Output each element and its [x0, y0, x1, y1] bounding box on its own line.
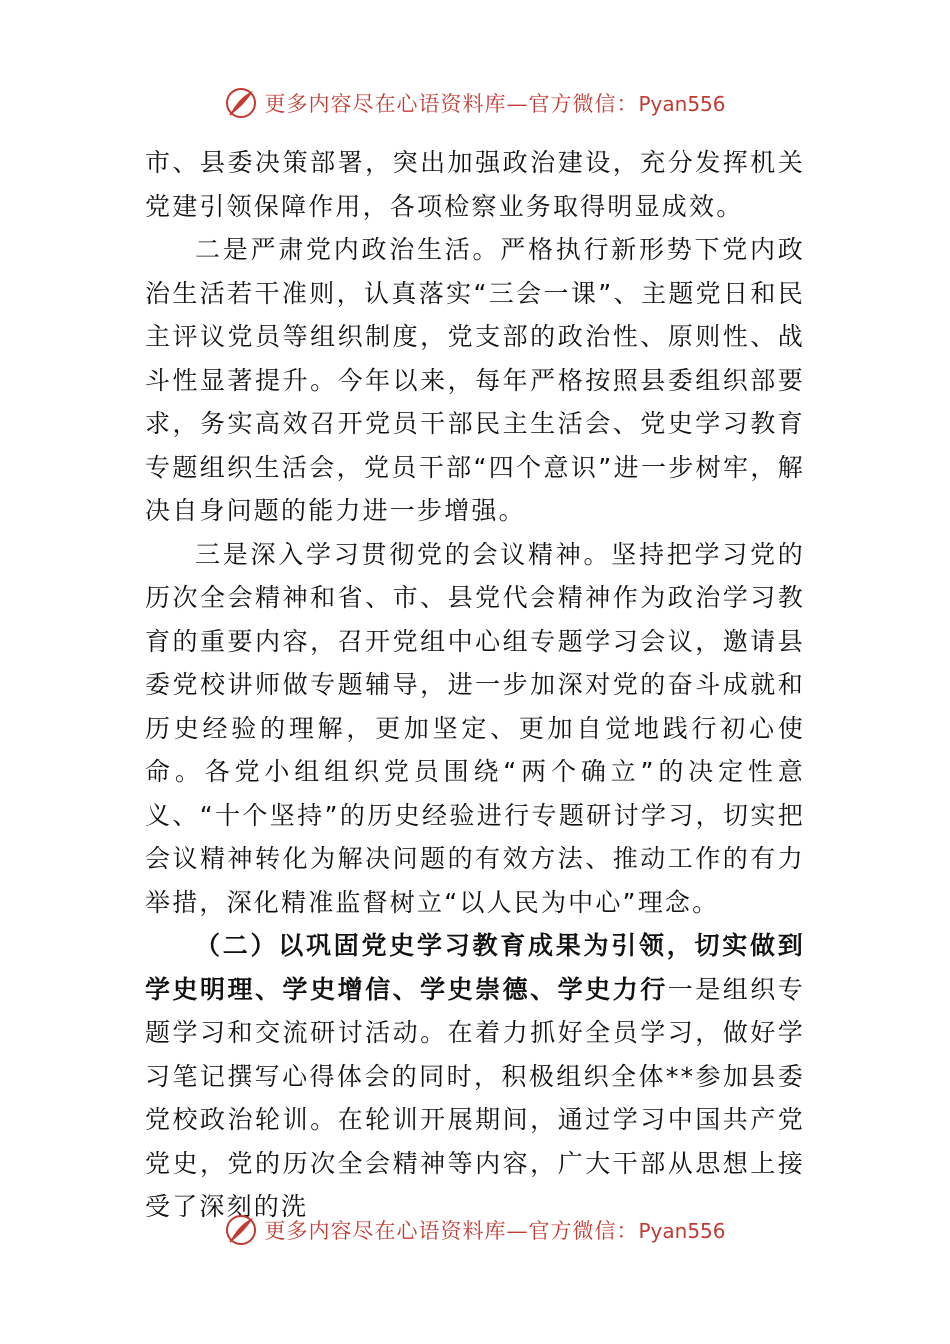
paragraph-3: 三是深入学习贯彻党的会议精神。坚持把学习党的历次全会精神和省、市、县党代会精神作为政治学习教育的重要内容，召开党组中心组专题学习会议，邀请县委党校讲师做专题辅导，进一步加深对党的奋斗成就和历史经验的理解，更加坚定、更加自觉地践行初心使命。各党小组组织党员围绕“两个确立”的决定性意义、“十个坚持”的历史经验进行专题研讨学习，切实把会议精神转化为解决问题的有效方法、推动工作的有力举措，深化精准监督树立“以人民为中心”理念。 [145, 539, 805, 917]
paragraph-1: 市、县委决策部署，突出加强政治建设，充分发挥机关党建引领保障作用，各项检察业务取得明显成效。 [145, 148, 805, 221]
banner-text: 更多内容尽在心语资料库—官方微信：Pyan556 [264, 1219, 726, 1243]
paragraph-4 [145, 924, 805, 1229]
section-heading: （二）以巩固党史学习教育成果为引领，切实做到学史明理、学史增信、学史崇德、学史力行 [145, 931, 805, 1004]
header-banner [0, 83, 950, 123]
footer-banner [0, 1210, 950, 1250]
feather-pen-logo-icon [224, 1213, 258, 1247]
feather-pen-logo-icon [224, 86, 258, 120]
paragraph-2: 二是严肃党内政治生活。严格执行新形势下党内政治生活若干准则，认真落实“三会一课”、主题党日和民主评议党员等组织制度，党支部的政治性、原则性、战斗性显著提升。今年以来，每年严格按照县委组织部要求，务实高效召开党员干部民主生活会、党史学习教育专题组织生活会，党员干部“四个意识”进一步树牢，解决自身问题的能力进一步增强。 [145, 235, 805, 525]
paragraph-4-text: 一是组织专题学习和交流研讨活动。在着力抓好全员学习，做好学习笔记撰写心得体会的同时，积极组织全体**参加县委党校政治轮训。在轮训开展期间，通过学习中国共产党党史，党的历次全会精神等内容，广大干部从思想上接受了深刻的洗 [145, 974, 805, 1221]
document-body [145, 141, 805, 1229]
banner-text: 更多内容尽在心语资料库—官方微信：Pyan556 [264, 92, 726, 116]
